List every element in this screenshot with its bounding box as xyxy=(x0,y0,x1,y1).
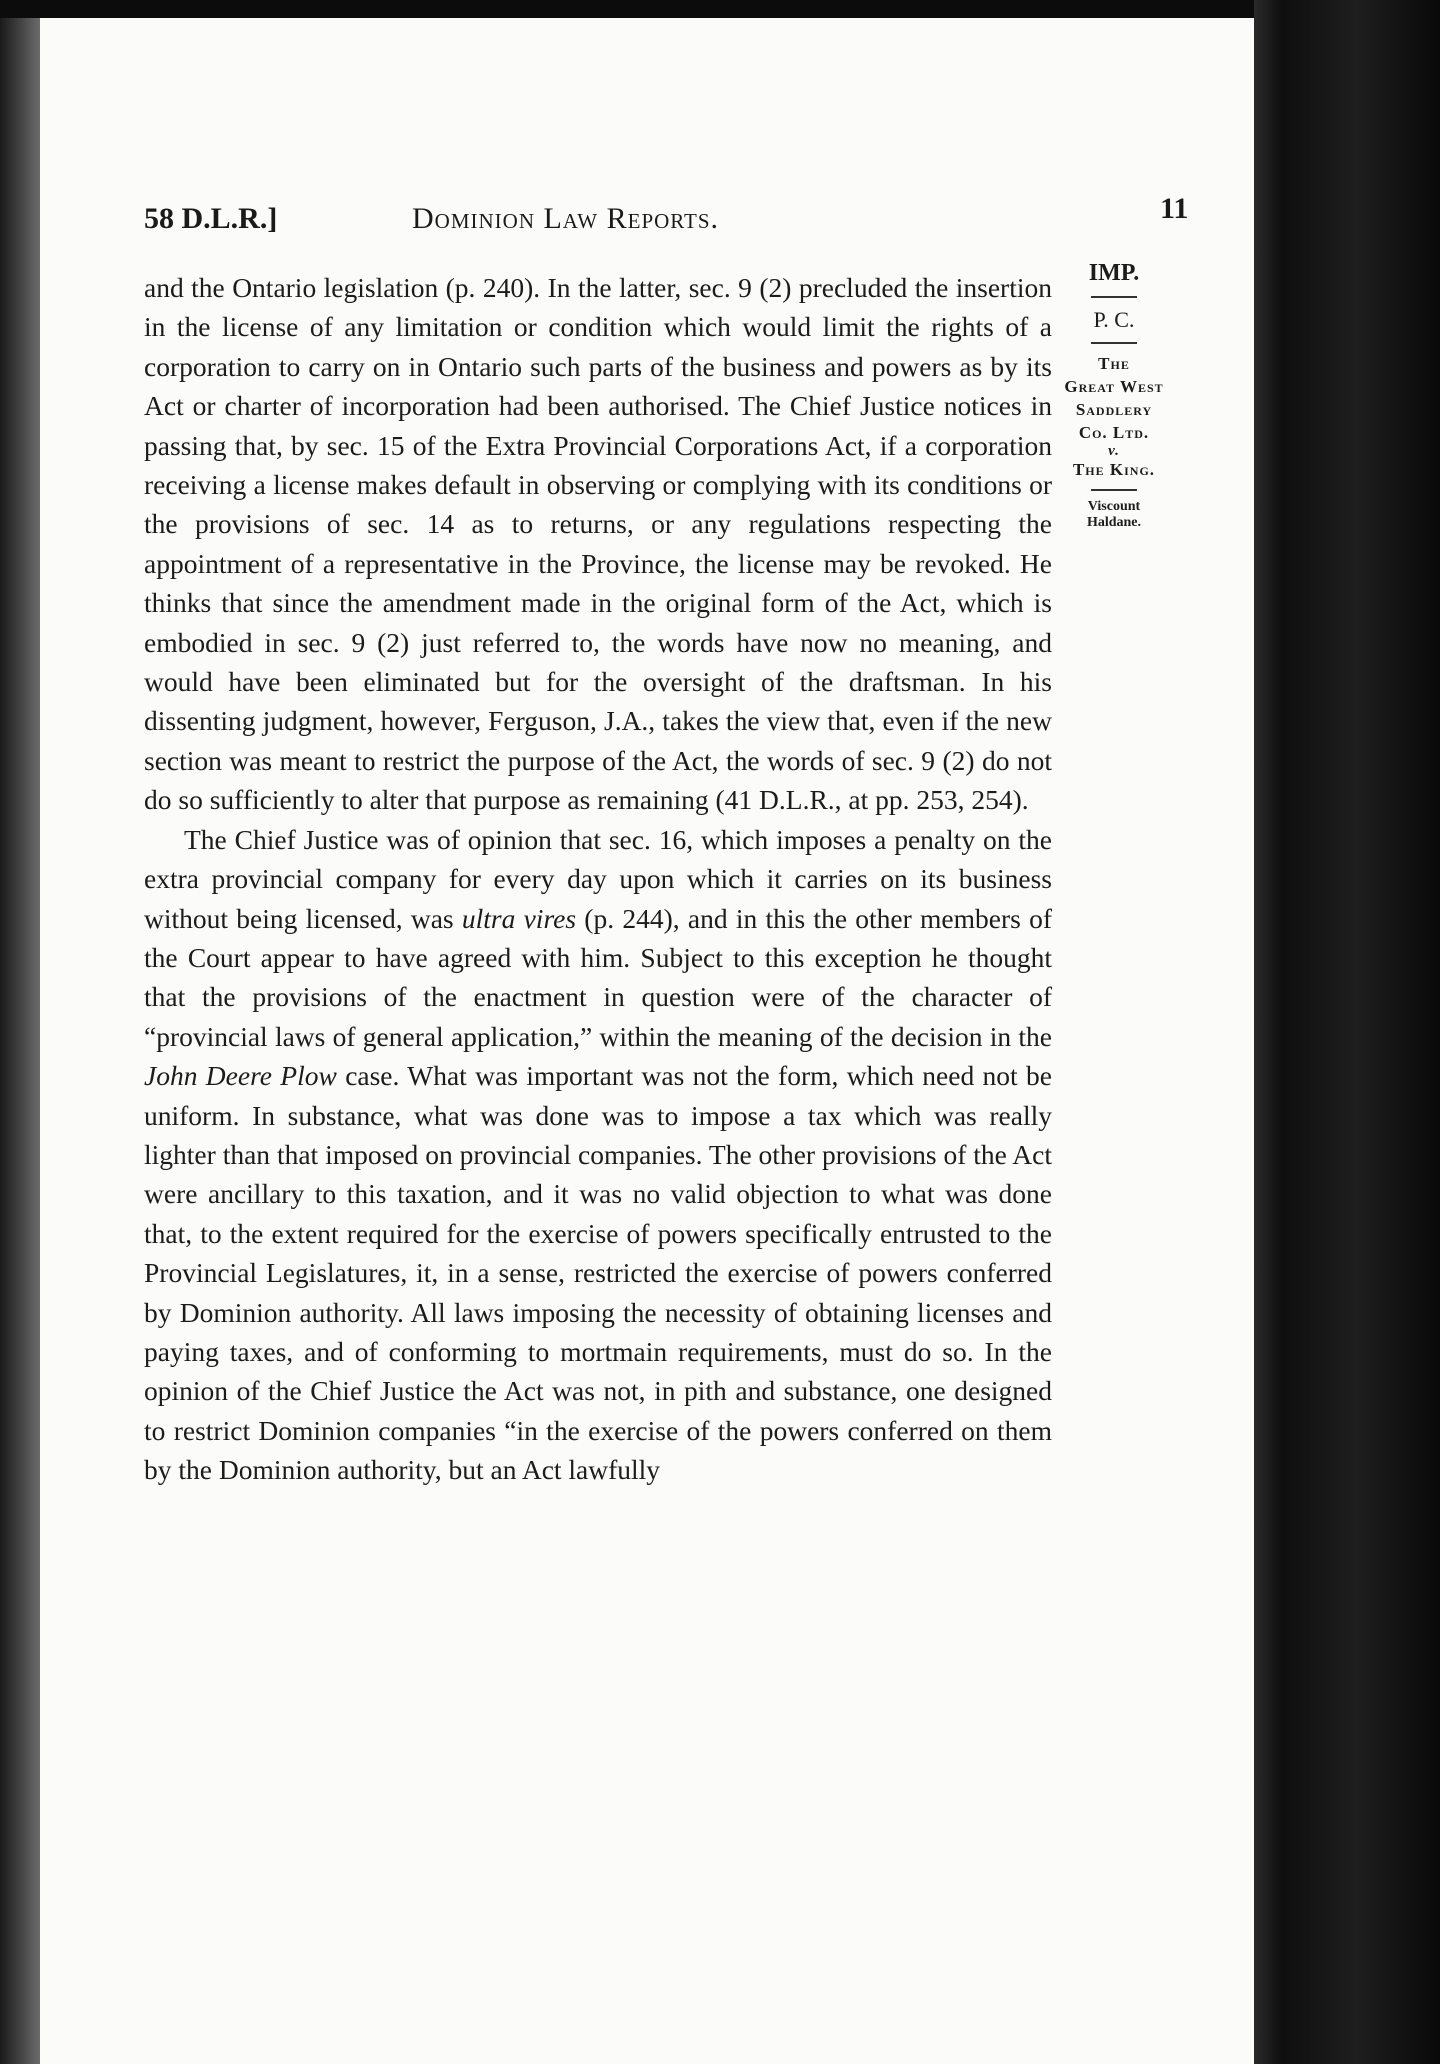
paragraph-2 xyxy=(144,820,1052,1490)
page-number: 11 xyxy=(1160,192,1189,225)
case-name-line: Co. Ltd. xyxy=(1078,423,1150,442)
paragraph-1: and the Ontario legislation (p. 240). In the latter, sec. 9 (2) precluded the insertion in the license of any limitation or condition which would limit the rights of a corporation to carry on in Ontario such parts of the business and powers as by its Act or charter of incorporation had been authorised. The Chief Justice notices in passing that, by sec. 15 of the Extra Provincial Corporations Act, if a corporation receiving a license makes default in observing or complying with its conditions or the provisions of sec. 14 as to returns, or any regulations respecting the appointment of a representative in the Province, the license may be revoked. He thinks that since the amendment made in the original form of the Act, which is embodied in sec. 9 (2) just referred to, the words have now no meaning, and would have been eliminated but for the oversight of the draftsman. In his dissenting judgment, however, Ferguson, J.A., takes the view that, even if the new section was meant to restrict the purpose of the Act, the words of sec. 9 (2) do not do so sufficiently to alter that purpose as remaining (41 D.L.R., at pp. 253, 254). xyxy=(144,272,1052,816)
document-page xyxy=(40,18,1254,2064)
judge-line: Viscount xyxy=(1087,499,1141,514)
scan-left-edge xyxy=(0,18,40,2064)
margin-sidenote xyxy=(1044,258,1184,531)
paragraph-2-part-a: The Chief Justice was of opinion that sec. 16, which imposes a penalty on the extra provincial company for every day upon which it carries on its business without being licensed, was xyxy=(144,823,1052,934)
division-label: P. C. xyxy=(1093,307,1135,332)
publication-title: Dominion Law Reports. xyxy=(412,202,720,235)
case-name-line: Great West xyxy=(1064,377,1164,396)
scan-right-margin xyxy=(1254,0,1440,2064)
italic-ultra-vires: ultra vires xyxy=(461,902,577,934)
italic-case-name: John Deere Plow xyxy=(144,1060,337,1092)
paragraph-2-part-b: (p. 244), and in this the other members of the Court appear to have agreed with him. Subject to this exception he thought that the provisions of the enactment in question were of the character of “provincial laws of general application,” within the meaning of the decision in the xyxy=(144,902,1052,1052)
running-header xyxy=(144,190,1194,240)
sidenote-rule xyxy=(1091,489,1137,491)
judge-line: Haldane. xyxy=(1086,515,1142,530)
case-name-line: The King. xyxy=(1072,460,1156,479)
case-name-line: Saddlery xyxy=(1075,400,1153,419)
case-name-line: The xyxy=(1098,354,1130,373)
volume-reference: 58 D.L.R.] xyxy=(144,202,278,235)
scan-top-border xyxy=(0,0,1440,18)
court-label: IMP. xyxy=(1088,260,1140,286)
body-text xyxy=(144,268,1052,1490)
judge-name xyxy=(1044,499,1184,531)
sidenote-rule xyxy=(1091,342,1137,344)
sidenote-rule xyxy=(1091,296,1137,298)
case-name xyxy=(1044,352,1184,481)
versus-label: v. xyxy=(1108,443,1120,459)
paragraph-2-part-c: case. What was important was not the form, which need not be uniform. In substance, what was done was to impose a tax which was really lighter than that imposed on provincial companies. The other provisions of the Act were ancillary to this taxation, and it was no valid objection to what was done that, to the extent required for the exercise of powers specifically entrusted to the Provincial Legislatures, it, in a sense, restricted the exercise of powers conferred by Dominion authority. All laws imposing the necessity of obtaining licenses and paying taxes, and of conforming to mortmain requirements, must do so. In the opinion of the Chief Justice the Act was not, in pith and substance, one designed to restrict Dominion companies “in the exercise of the powers conferred on them by the Dominion authority, but an Act lawfully xyxy=(144,1060,1052,1486)
